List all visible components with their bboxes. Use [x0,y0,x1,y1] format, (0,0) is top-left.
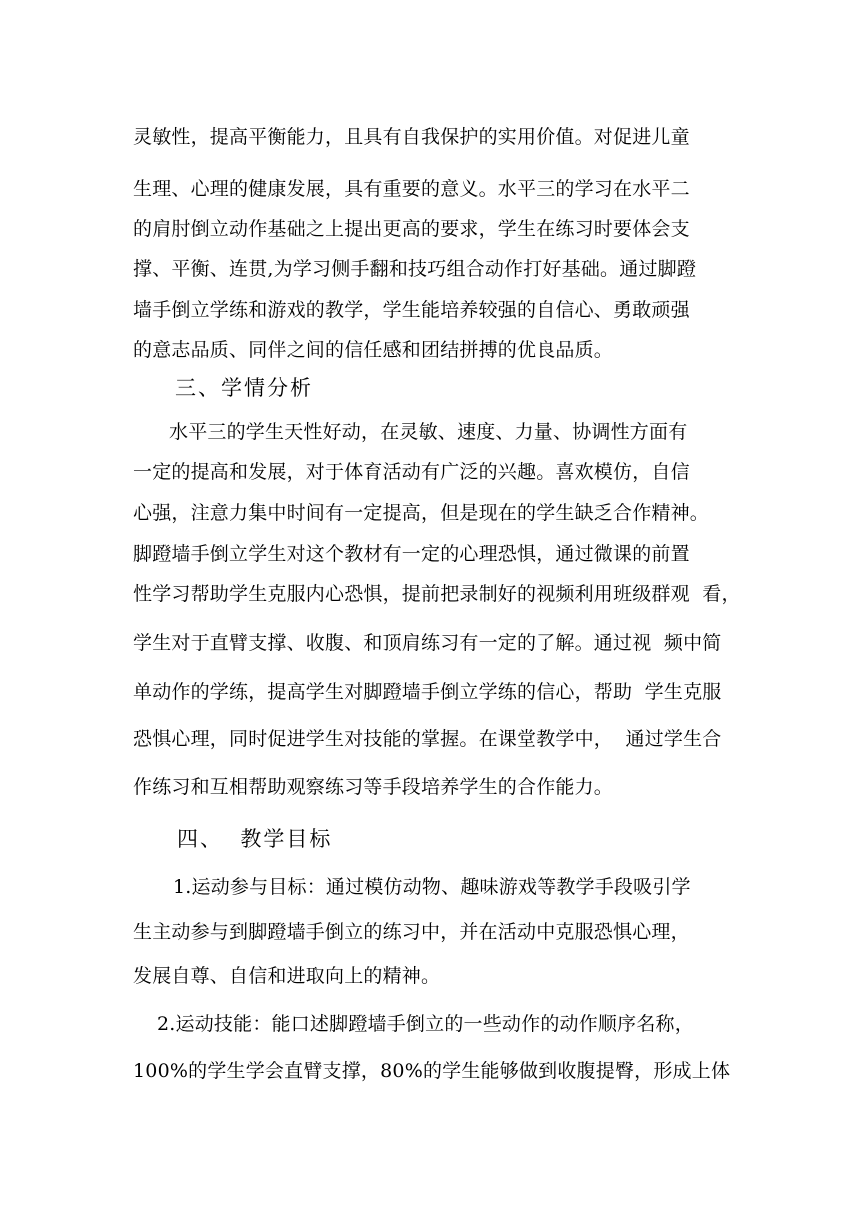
text-line: 1.运动参与目标：通过模仿动物、趣味游戏等教学手段吸引学 [173,876,691,898]
text-line: 生理、心理的健康发展，具有重要的意义。水平三的学习在水平二 [133,178,690,200]
text-line: 一定的提高和发展，对于体育活动有广泛的兴趣。喜欢模仿，自信 [133,461,690,483]
text-line: 撑、平衡、连贯,为学习侧手翻和技巧组合动作打好基础。通过脚蹬 [133,258,697,280]
text-line: 恐惧心理，同时促进学生对技能的掌握。在课堂教学中， 通过学生合 [133,728,722,750]
text-line: 的意志品质、同伴之间的信任感和团结拼搏的优良品质。 [133,339,614,361]
text-line: 学生对于直臂支撑、收腹、和顶肩练习有一定的了解。通过视 频中简 [133,632,722,654]
text-line: 生主动参与到脚蹬墙手倒立的练习中，并在活动中克服恐惧心理， [133,921,690,943]
section-heading-learning-analysis: 三、学情分析 [175,376,313,400]
text-line: 心强，注意力集中时间有一定提高，但是现在的学生缺乏合作精神。 [133,502,710,524]
text-line: 100%的学生学会直臂支撑，80%的学生能够做到收腹提臀，形成上体 [133,1060,731,1082]
text-line: 性学习帮助学生克服内心恐惧，提前把录制好的视频利用班级群观 看， [133,583,741,605]
text-line: 灵敏性，提高平衡能力，且具有自我保护的实用价值。对促进儿童 [133,126,690,148]
text-line: 单动作的学练，提高学生对脚蹬墙手倒立学练的信心，帮助 学生克服 [133,681,722,703]
text-line: 作练习和互相帮助观察练习等手段培养学生的合作能力。 [133,776,614,798]
section-heading-teaching-goals: 四、 教学目标 [177,827,333,851]
text-line: 2.运动技能：能口述脚蹬墙手倒立的一些动作的动作顺序名称， [157,1013,694,1035]
text-line: 脚蹬墙手倒立学生对这个教材有一定的心理恐惧，通过微课的前置 [133,543,690,565]
text-line: 发展自尊、自信和进取向上的精神。 [133,965,441,987]
text-line: 水平三的学生天性好动，在灵敏、速度、力量、协调性方面有 [169,421,688,443]
text-line: 墙手倒立学练和游戏的教学，学生能培养较强的自信心、勇敢顽强 [133,299,690,321]
text-line: 的肩肘倒立动作基础之上提出更高的要求，学生在练习时要体会支 [133,218,690,240]
